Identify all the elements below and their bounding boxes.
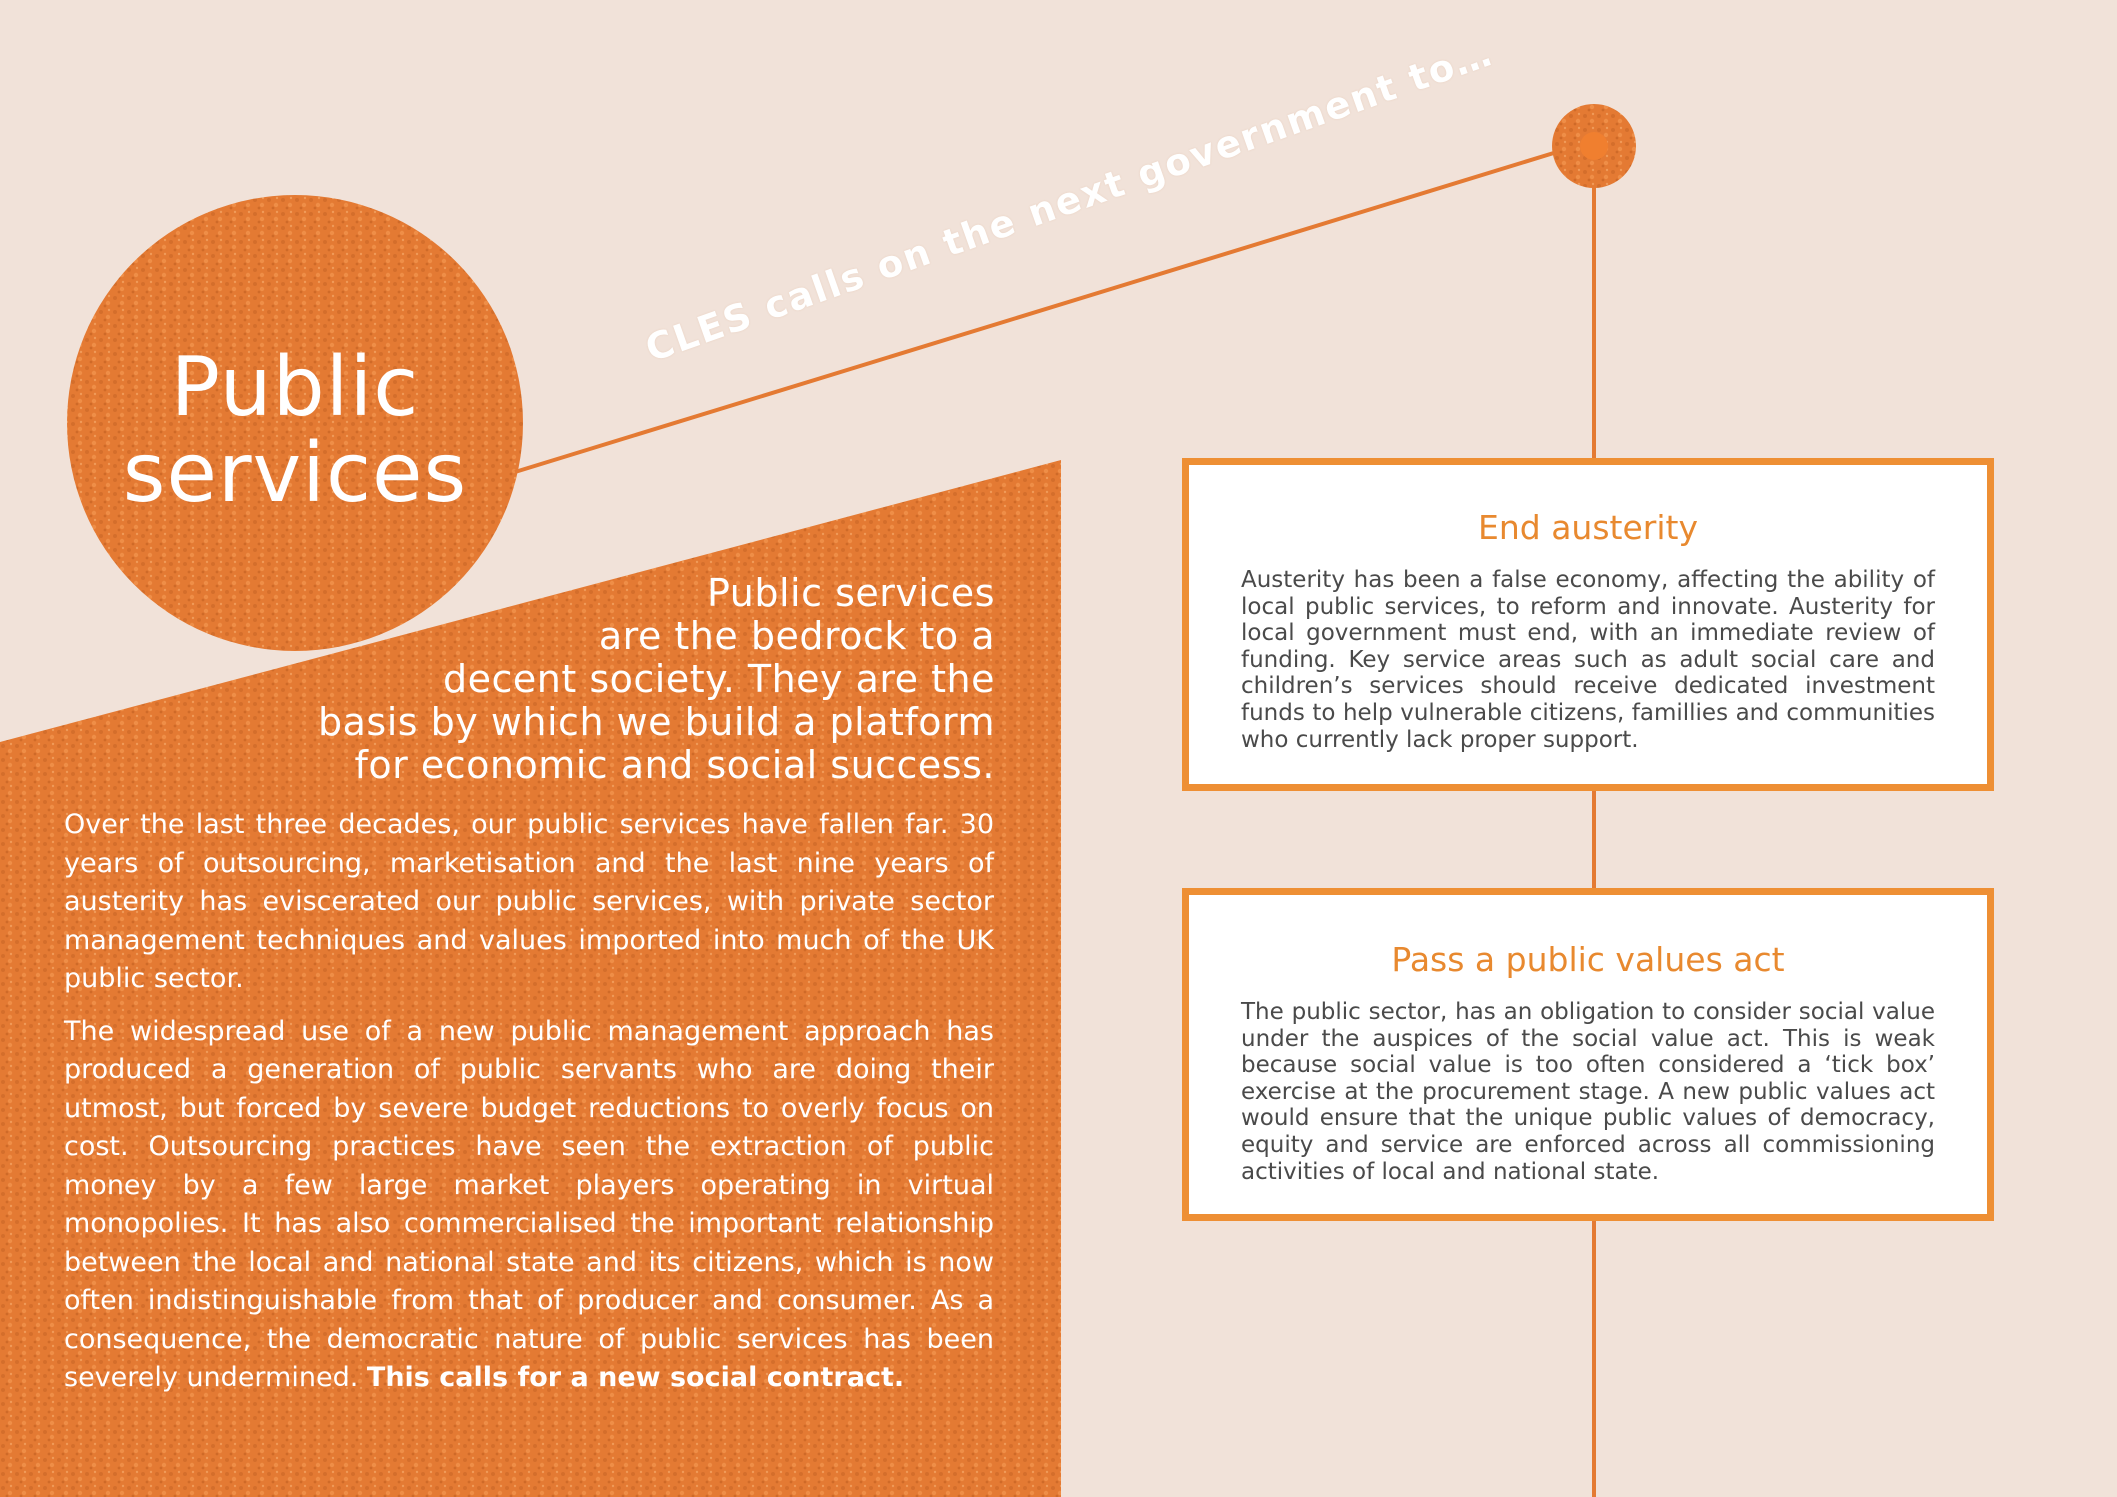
lead-line: for economic and social success. [354,743,995,787]
section-title [70,340,520,521]
section-title-line-2: services [122,426,468,521]
body-paragraph-2-text: The widespread use of a new public management approach has produced a generation of public servants who are doing their utmost, but forced by severe budget reductions to overly focus on cost. Outsourcing practices have seen the extraction of public money by a few large market players operating in virtual monopolies. It has also commercialised the important relationship between the local and national state and its citizens, which is now often indistinguishable from that of producer and consumer. As a consequence, the democratic nature of public services has been severely undermined. [64,1015,994,1393]
body-paragraph-2 [64,1013,994,1398]
card-end-austerity [1182,458,1994,791]
card-title: Pass a public values act [1391,940,1785,979]
card-public-values-act [1182,888,1994,1221]
lead-line: decent society. They are the [443,657,995,701]
lead-line: basis by which we build a platform [318,700,995,744]
section-title-line-1: Public [170,340,420,435]
card-text: The public sector, has an obligation to consider social value under the auspices of the social value act. This is weak because social value is too often considered a ‘tick box’ exercise at the procurement stage. A new public values act would ensure that the unique public values of democracy, equity and service are enforced across all commissioning activities of local and national state. [1241,999,1935,1185]
card-text: Austerity has been a false economy, affecting the ability of local public services, to reform and innovate. Austerity for local government must end, with an immediate review of funding. Key service areas such as adult social care and children’s services should receive dedicated investment funds to help vulnerable citizens, famillies and communities who currently lack proper support. [1241,567,1935,753]
timeline-node-center [1580,132,1608,160]
body-text [64,806,994,1412]
card-title: End austerity [1478,508,1698,547]
body-paragraph-1: Over the last three decades, our public services have fallen far. 30 years of outsourcing, marketisation and the last nine years of austerity has eviscerated our public services, with private sector management techniques and values imported into much of the UK public sector. [64,809,994,994]
lead-line: Public services [707,571,995,615]
lead-line: are the bedrock to a [598,614,995,658]
diagonal-label: CLES calls on the next government to… [640,31,1499,371]
lead-statement [195,572,995,787]
body-paragraph-2-bold: This calls for a new social contract. [366,1362,905,1393]
